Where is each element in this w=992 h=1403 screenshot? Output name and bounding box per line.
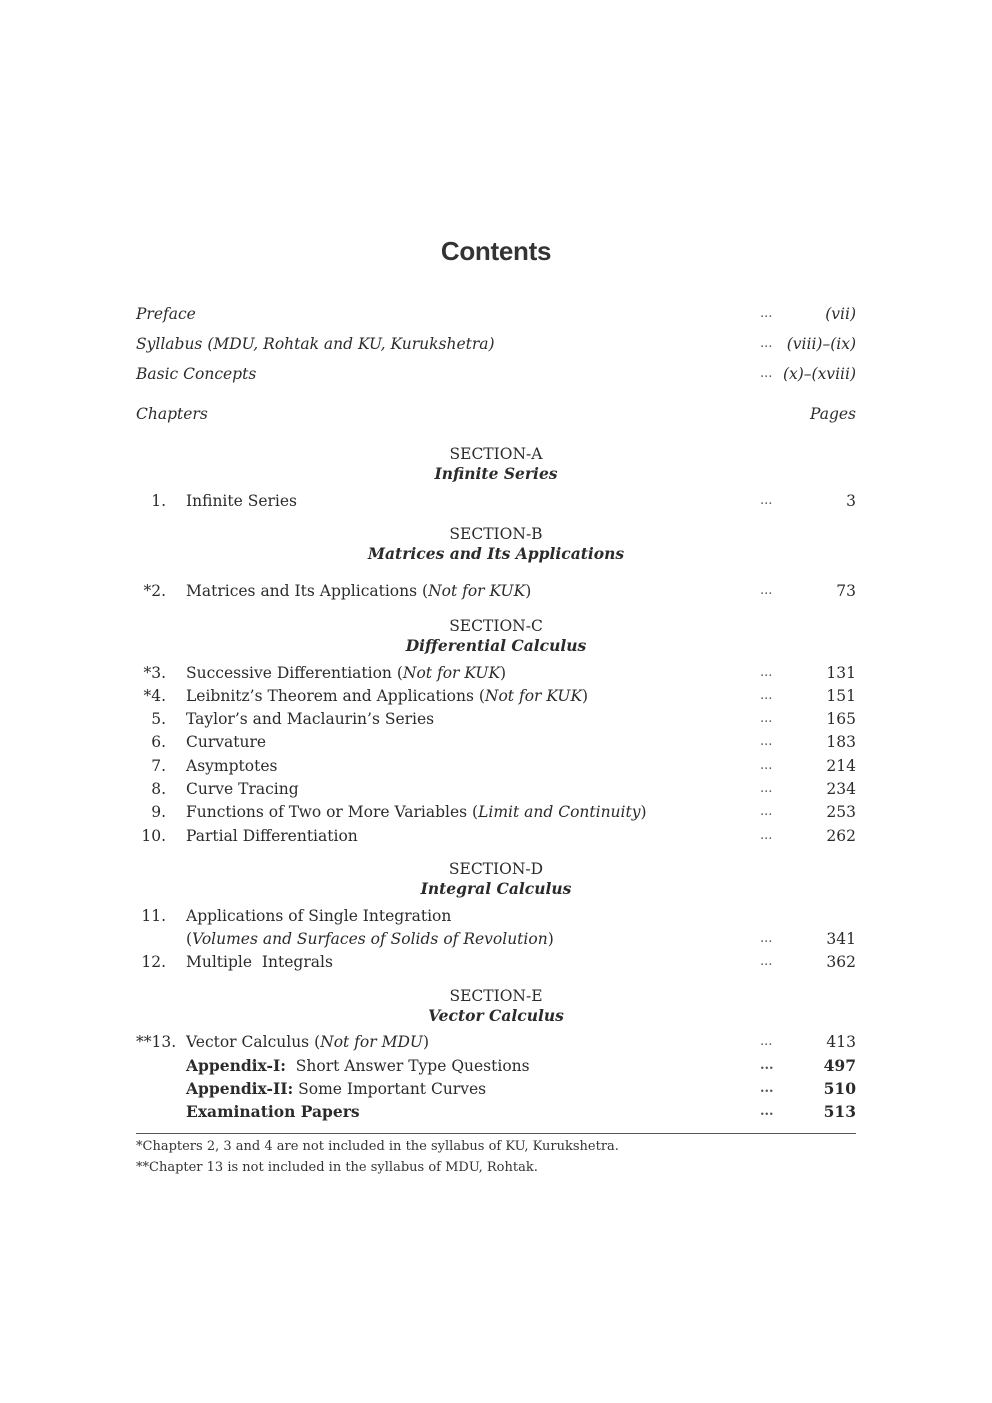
section-d-heading: SECTION-D [448, 860, 544, 878]
paren-open: ( [186, 930, 193, 948]
chapter-title: Partial Differentiation [186, 827, 358, 845]
toc-entry-basic-concepts[interactable] [136, 363, 856, 385]
toc-entry-chapter-5[interactable] [136, 708, 856, 730]
page-number: 131 [826, 664, 856, 682]
footnote-divider [136, 1133, 856, 1134]
page-number: 497 [823, 1056, 856, 1075]
chapter-title: Leibnitz’s Theorem and Applications ( [186, 687, 485, 705]
leader-dots: ... [760, 688, 773, 703]
page-number: 151 [826, 687, 856, 705]
chapter-note: Limit and Continuity [478, 803, 641, 821]
toc-entry-chapter-13[interactable] [136, 1031, 856, 1053]
page-number: 3 [846, 492, 856, 510]
chapter-title: Applications of Single Integration [186, 907, 452, 925]
page-number: (vii) [825, 305, 856, 323]
chapters-header: Chapters [136, 405, 208, 423]
leader-dots: ... [760, 781, 773, 796]
section-e-heading: SECTION-E [449, 987, 543, 1005]
chapter-title-group [186, 662, 506, 684]
toc-entry-chapter-9[interactable] [136, 801, 856, 823]
chapter-note-close: ) [500, 664, 507, 682]
page-number: 341 [826, 930, 856, 948]
chapter-title: Successive Differentiation ( [186, 664, 403, 682]
chapter-title: Curve Tracing [186, 780, 299, 798]
page-number: (x)–(xviii) [782, 365, 856, 383]
chapter-number: **13. [136, 1033, 177, 1051]
section-a-subtitle: Infinite Series [434, 464, 558, 483]
page-number: 234 [826, 780, 856, 798]
page-title: Contents [440, 236, 552, 266]
leader-dots: ... [760, 366, 773, 381]
page-number: 253 [826, 803, 856, 821]
chapter-note: Not for MDU [320, 1033, 423, 1051]
chapter-number: 10. [141, 827, 166, 845]
leader-dots: ... [760, 583, 773, 598]
toc-entry-chapter-11[interactable] [136, 905, 856, 927]
appendix-title-group [186, 1055, 530, 1077]
chapter-title-group [186, 580, 531, 602]
toc-entry-chapter-10[interactable] [136, 825, 856, 847]
leader-dots: ... [760, 931, 773, 946]
leader-dots: ... [760, 1104, 774, 1119]
page-number: 73 [836, 582, 856, 600]
leader-dots: ... [760, 665, 773, 680]
toc-entry-chapter-3[interactable] [136, 662, 856, 684]
column-headers [136, 403, 856, 425]
chapter-number: 9. [151, 803, 166, 821]
appendix-title: Short Answer Type Questions [285, 1057, 530, 1075]
chapter-note-close: ) [582, 687, 589, 705]
paren-close: ) [547, 930, 554, 948]
toc-entry-chapter-2[interactable] [136, 580, 856, 602]
leader-dots: ... [760, 1058, 774, 1073]
page-number: (viii)–(ix) [786, 335, 856, 353]
leader-dots: ... [760, 1034, 773, 1049]
toc-entry-appendix-1[interactable] [136, 1055, 856, 1077]
chapter-title: Taylor’s and Maclaurin’s Series [186, 710, 435, 728]
pages-header: Pages [809, 405, 856, 423]
leader-dots: ... [760, 758, 773, 773]
page-number: 262 [826, 827, 856, 845]
chapter-note: Volumes and Surfaces of Solids of Revolution [192, 930, 548, 948]
chapter-number: *4. [143, 687, 166, 705]
leader-dots: ... [760, 954, 773, 969]
toc-entry-appendix-2[interactable] [136, 1078, 856, 1100]
chapter-number: 5. [151, 710, 166, 728]
chapter-note-close: ) [422, 1033, 430, 1051]
chapter-note: Not for KUK [484, 687, 583, 705]
leader-dots: ... [760, 828, 773, 843]
toc-entry-examination-papers[interactable] [136, 1101, 856, 1123]
page-number: 510 [823, 1079, 856, 1098]
page-number: 413 [826, 1033, 856, 1051]
chapter-note-close: ) [525, 582, 532, 600]
toc-entry-chapter-8[interactable] [136, 778, 856, 800]
chapter-number: 11. [141, 907, 166, 925]
chapter-title: Functions of Two or More Variables ( [186, 803, 479, 821]
leader-dots: ... [760, 711, 773, 726]
chapter-note: Not for KUK [428, 582, 526, 600]
chapter-title-group [186, 1031, 429, 1053]
chapter-title: Vector Calculus ( [186, 1033, 321, 1051]
chapter-title-group [186, 685, 588, 707]
leader-dots: ... [760, 493, 773, 508]
entry-label: Syllabus (MDU, Rohtak and KU, Kurukshetra) [136, 335, 495, 353]
section-b-heading: SECTION-B [449, 525, 543, 543]
leader-dots: ... [760, 306, 773, 321]
page-number: 183 [826, 733, 856, 751]
chapter-number: *3. [143, 664, 166, 682]
toc-entry-syllabus[interactable] [136, 333, 856, 355]
examination-papers-label: Examination Papers [186, 1102, 360, 1121]
chapter-title: Matrices and Its Applications ( [186, 582, 429, 600]
appendix-title: Some Important Curves [293, 1080, 487, 1098]
section-e-subtitle: Vector Calculus [428, 1006, 564, 1025]
chapter-subtitle-group [186, 928, 554, 950]
appendix-label: Appendix-I: [186, 1056, 286, 1075]
leader-dots: ... [760, 734, 773, 749]
page-number: 214 [826, 757, 856, 775]
leader-dots: ... [760, 804, 773, 819]
entry-label: Preface [136, 305, 196, 323]
chapter-number: 6. [151, 733, 166, 751]
chapter-number: 8. [151, 780, 166, 798]
chapter-title: Asymptotes [186, 757, 278, 775]
entry-label: Basic Concepts [136, 365, 257, 383]
section-c-subtitle: Differential Calculus [405, 636, 587, 655]
page-number: 513 [823, 1102, 856, 1121]
page-number: 165 [826, 710, 856, 728]
toc-entry-chapter-1[interactable] [136, 490, 856, 512]
footnote-2: **Chapter 13 is not included in the syllabus of MDU, Rohtak. [136, 1160, 538, 1175]
section-d-subtitle: Integral Calculus [420, 879, 572, 898]
chapter-title-group [186, 801, 647, 823]
chapter-number: *2. [143, 582, 166, 600]
section-c-heading: SECTION-C [449, 617, 543, 635]
chapter-title: Curvature [186, 733, 267, 751]
leader-dots: ... [760, 1081, 774, 1096]
appendix-label: Appendix-II: [186, 1079, 294, 1098]
section-a-heading: SECTION-A [449, 445, 543, 463]
toc-entry-chapter-11-continued[interactable] [136, 928, 856, 950]
leader-dots: ... [760, 336, 773, 351]
chapter-title: Infinite Series [186, 492, 297, 510]
chapter-number: 1. [151, 492, 166, 510]
toc-entry-preface[interactable] [136, 303, 856, 325]
chapter-number: 7. [151, 757, 166, 775]
chapter-note: Not for KUK [402, 664, 501, 682]
toc-entry-chapter-7[interactable] [136, 755, 856, 777]
section-b-subtitle: Matrices and Its Applications [367, 544, 625, 563]
toc-entry-chapter-12[interactable] [136, 951, 856, 973]
footnote-1: *Chapters 2, 3 and 4 are not included in the syllabus of KU, Kurukshetra. [136, 1139, 619, 1154]
chapter-title: Multiple Integrals [186, 953, 333, 971]
chapter-note-close: ) [640, 803, 647, 821]
toc-entry-chapter-6[interactable] [136, 731, 856, 753]
appendix-title-group [186, 1078, 486, 1100]
page-number: 362 [826, 953, 856, 971]
toc-entry-chapter-4[interactable] [136, 685, 856, 707]
chapter-number: 12. [141, 953, 166, 971]
